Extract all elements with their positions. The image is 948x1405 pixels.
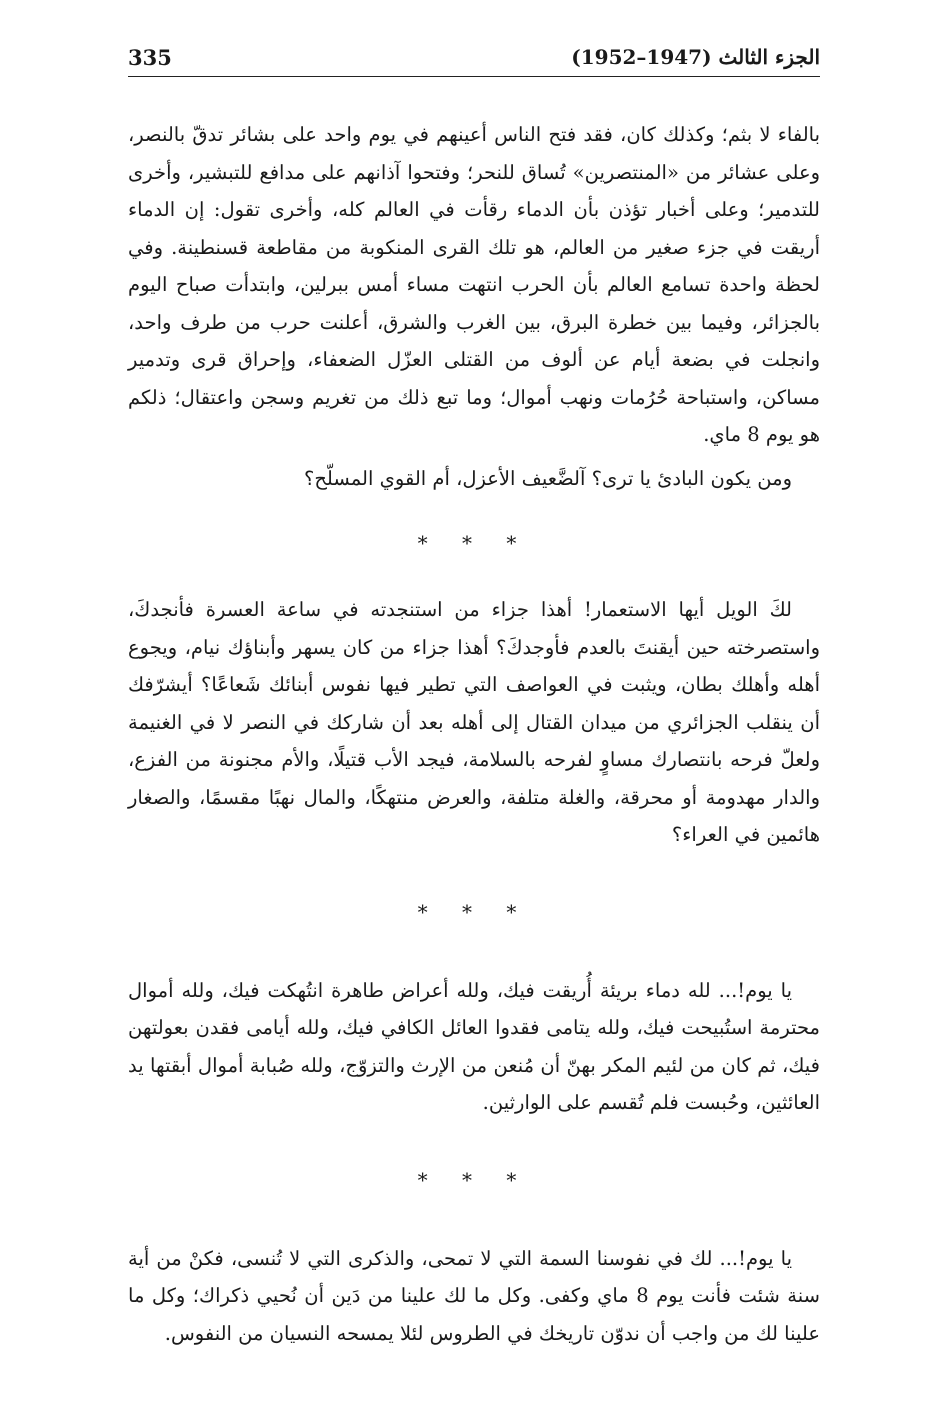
- paragraph-5: يا يوم!... لك في نفوسنا السمة التي لا تمحى، والذكرى التي لا تُنسى، فكنْ من أية سنة شئت فأنت يوم 8 ماي وكفى. وكل ما لك علينا من دَين أن نُحيي ذكراك؛ وكل ما علينا لك من واجب أن ندوّن تاريخك في الطروس لئلا يمسحه النسيان من النفوس.: [128, 1246, 820, 1345]
- section-separator-2: * * *: [417, 899, 531, 924]
- paragraph-1: بالفاء لا بثم؛ وكذلك كان، فقد فتح الناس أعينهم في يوم واحد على بشائر تدقّ بالنصر، وعلى عشائر من «المنتصرين» تُساق للنحر؛ وفتحوا آذانهم على مدافع للتبشير، وأخرى للتدمير؛ وعلى أخبار تؤذن بأن الدماء رقأت في العالم كله، وأخرى تقول: إن الدماء أريقت في جزء صغير من العالم، هو تلك القرى المنكوبة من مقاطعة قسنطينة. وفي لحظة واحدة تسامع العالم بأن الحرب انتهت مساء أمس ببرلين، وابتدأت صباح اليوم بالجزائر، وفيما بين خطرة البرق، بين الغرب والشرق، أعلنت حرب من طرف واحد، وانجلت في بضعة أيام عن ألوف من القتلى العزّل الضعفاء، وإحراق قرى وتدمير مساكن، واستباحة حُرُمات ونهب أموال؛ وما تبع ذلك من تغريم وسجن واعتقال؛ ذلكم هو يوم 8 ماي.: [128, 123, 820, 446]
- running-title: الجزء الثالث (1947–1952): [571, 45, 820, 69]
- paragraph-3: لكَ الويل أيها الاستعمار! أهذا جزاء من استنجدته في ساعة العسرة فأنجدكَ، واستصرخته حين أيقنتَ بالعدم فأوجدكَ؟ أهذا جزاء من كان يسهر وأبناؤك نيام، ويجوع أهله وأهلك بطان، ويثبت في العواصف التي تطير فيها نفوس أبنائك شَعاعًا؟ أيشرّفك أن ينقلب الجزائري من ميدان القتال إلى أهله بعد أن شاركك في النصر لا في الغنيمة ولعلّ فرحه بانتصارك مساوٍ لفرحه بالسلامة، فيجد الأب قتيلًا، والأم مجنونة من الفزع، والدار مهدومة أو محرقة، والغلة متلفة، والعرض منتهكًا، والمال نهبًا مقسمًا، والصغار هائمين في العراء؟: [128, 598, 820, 846]
- section-separator-1: * * *: [417, 531, 531, 555]
- running-header: [128, 40, 820, 74]
- paragraph-4: يا يوم!... لله دماء بريئة أُريقت فيك، ولله أعراض طاهرة انتُهكت فيك، ولله أموال محترمة استُبيحت فيك، ولله يتامى فقدوا العائل الكافي فيك، ولله أيامى فقدن بعولتهن فيك، ثم كان من لئيم المكر بهنّ أن مُنعن من الإرث والتزوّج، ولله صُبابة أموال أبقتها يد العائثين، وحُبست فلم تُقسم على الوارثين.: [128, 978, 820, 1114]
- header-rule: [128, 76, 820, 77]
- page-body: [128, 116, 820, 1352]
- section-separator-3: * * *: [417, 1167, 531, 1192]
- paragraph-2: ومن يكون البادئ يا ترى؟ آلضَّعيف الأعزل، أم القوي المسلّح؟: [304, 466, 792, 490]
- page-number: 335: [128, 44, 172, 70]
